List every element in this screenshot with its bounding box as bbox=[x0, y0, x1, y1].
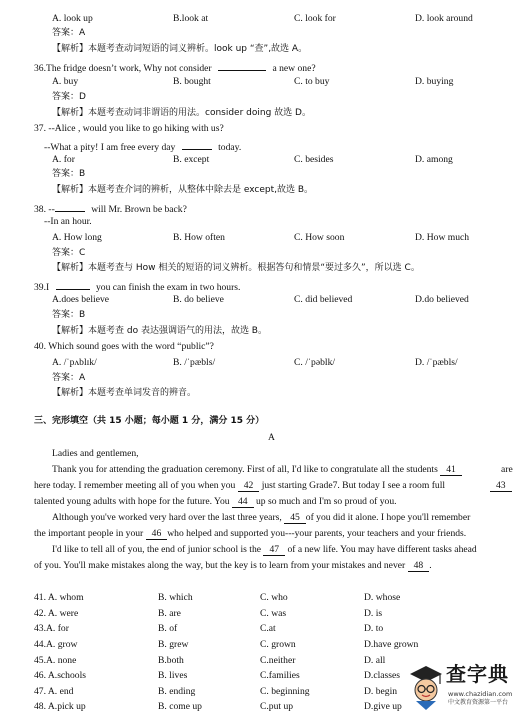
passage-text: who helped and supported you---your parents, your teachers and your friends. bbox=[167, 528, 467, 539]
option-c: C. to buy bbox=[294, 76, 330, 87]
cloze-blank-48: 48 bbox=[408, 560, 430, 572]
option-a: A. How long bbox=[52, 232, 102, 243]
option-c: C. look for bbox=[294, 13, 336, 24]
option-d: D. among bbox=[415, 154, 453, 165]
q40-answer: 答案：A bbox=[52, 373, 86, 383]
cloze-blank-42: 42 bbox=[238, 480, 260, 492]
option-b: B.look at bbox=[173, 13, 209, 24]
q36-explanation: 【解析】本题考查动词非谓语的用法。consider doing 故选 D。 bbox=[52, 108, 311, 118]
option-b: B. except bbox=[173, 154, 210, 165]
option-c: C. How soon bbox=[294, 232, 345, 243]
option-c: C.put up bbox=[260, 701, 294, 712]
option-b: B. grew bbox=[158, 639, 189, 650]
passage-text: just starting Grade7. But today I see a room full bbox=[261, 480, 446, 491]
option-c: C. who bbox=[260, 592, 288, 603]
option-d: D. to bbox=[364, 623, 384, 634]
q35-explanation: 【解析】本题考查动词短语的词义辨析。look up “查”,故选 A。 bbox=[52, 44, 308, 54]
q37-text-b: --What a pity! I am free every day bbox=[44, 142, 176, 153]
cloze-blank-45: 45 bbox=[284, 512, 306, 524]
option-d: D.have grown bbox=[364, 639, 419, 650]
option-b: B. /ˈpæbls/ bbox=[173, 357, 216, 368]
passage-line bbox=[34, 497, 397, 507]
option-b: B. which bbox=[158, 592, 193, 603]
option-b: B.both bbox=[158, 655, 184, 666]
q39-blank bbox=[56, 280, 90, 290]
q40-explanation: 【解析】本题考查单词发音的辨音。 bbox=[52, 388, 197, 398]
q36-blank bbox=[218, 61, 266, 71]
logo-text: 查字典 bbox=[446, 662, 509, 686]
option-b: B. of bbox=[158, 623, 178, 634]
logo-subtitle: 中文教育资源第一平台 bbox=[448, 699, 509, 706]
passage-line bbox=[34, 529, 466, 539]
greeting: Ladies and gentlemen, bbox=[52, 448, 139, 459]
option-c: C. did believed bbox=[294, 294, 353, 305]
q38-answer: 答案：C bbox=[52, 248, 86, 258]
cloze-blank-46: 46 bbox=[146, 528, 168, 540]
option-a: A.does believe bbox=[52, 294, 110, 305]
q37-text-c: today. bbox=[218, 142, 242, 153]
option-a: 41. A. whom bbox=[34, 592, 84, 603]
passage-text: Although you've worked very hard over the last three years, bbox=[52, 512, 282, 523]
cloze-blank-43: 43 bbox=[490, 480, 512, 492]
q36-stem bbox=[34, 61, 316, 74]
passage-line bbox=[52, 513, 470, 523]
option-d: D. look around bbox=[415, 13, 473, 24]
option-d: D. is bbox=[364, 608, 383, 619]
option-a: 45.A. none bbox=[34, 655, 77, 666]
q37-response bbox=[44, 140, 241, 153]
option-b: B. are bbox=[158, 608, 181, 619]
passage-line bbox=[34, 561, 432, 571]
q37-explanation: 【解析】本题考查介词的辨析，从整体中除去是 except,故选 B。 bbox=[52, 185, 314, 195]
q38-stem bbox=[34, 202, 187, 215]
passage-text: Thank you for attending the graduation ceremony. First of all, I'd like to congratulate all the students bbox=[52, 464, 438, 475]
option-d: D. /ˈpæbls/ bbox=[415, 357, 458, 368]
q36-text-b: a new one? bbox=[272, 63, 316, 74]
passage-text: up so much and I'm so proud of you. bbox=[255, 496, 397, 507]
passage-text: of you. You'll make mistakes along the way, but the key is to learn from your mistakes and never bbox=[34, 560, 406, 571]
option-d: D.classes bbox=[364, 670, 400, 681]
logo-url: www.chazidian.com bbox=[448, 690, 513, 698]
option-a: 43.A. for bbox=[34, 623, 69, 634]
cloze-blank-41: 41 bbox=[440, 464, 462, 476]
passage-line bbox=[34, 481, 445, 491]
option-a: A. for bbox=[52, 154, 75, 165]
passage-text: of you did it alone. I hope you'll remember bbox=[305, 512, 471, 523]
chazidian-logo bbox=[406, 662, 524, 712]
option-b: B. lives bbox=[158, 670, 188, 681]
q38-response: --In an hour. bbox=[44, 216, 92, 227]
option-c: C. beginning bbox=[260, 686, 310, 697]
cloze-blank-44: 44 bbox=[232, 496, 254, 508]
option-c: C.families bbox=[260, 670, 300, 681]
q39-stem bbox=[34, 280, 240, 293]
q39-answer: 答案：B bbox=[52, 310, 86, 320]
option-a: A. look up bbox=[52, 13, 93, 24]
option-c: C.at bbox=[260, 623, 276, 634]
mascot-icon bbox=[406, 662, 446, 712]
option-d: D.give up bbox=[364, 701, 402, 712]
passage-line bbox=[52, 465, 462, 475]
option-a: 44.A. grow bbox=[34, 639, 78, 650]
q35-answer: 答案：A bbox=[52, 28, 86, 38]
option-b: B. do believe bbox=[173, 294, 224, 305]
option-c: C. besides bbox=[294, 154, 334, 165]
section-title: 三、完形填空（共 15 小题；每小题 1 分，满分 15 分） bbox=[34, 416, 265, 426]
q39-explanation: 【解析】本题考查 do 表达强调语气的用法，故选 B。 bbox=[52, 326, 267, 336]
option-d: D. buying bbox=[415, 76, 454, 87]
option-a: 46. A.schools bbox=[34, 670, 86, 681]
option-b: B. How often bbox=[173, 232, 225, 243]
q40-stem: 40. Which sound goes with the word “public”? bbox=[34, 341, 214, 352]
option-d: D. whose bbox=[364, 592, 401, 603]
q36-text-a: 36.The fridge doesn’t work, Why not consider bbox=[34, 63, 212, 74]
q39-text-a: 39.I bbox=[34, 282, 50, 293]
option-c: C. grown bbox=[260, 639, 296, 650]
passage-text: . bbox=[429, 560, 432, 571]
option-d: D. How much bbox=[415, 232, 470, 243]
passage-text: here today. I remember meeting all of you when you bbox=[34, 480, 236, 491]
passage-text: talented young adults with hope for the future. You bbox=[34, 496, 230, 507]
passage-line bbox=[490, 481, 512, 491]
option-a: A. /ˈpʌblɪk/ bbox=[52, 357, 97, 368]
passage-text: the important people in your bbox=[34, 528, 144, 539]
option-c: C. was bbox=[260, 608, 287, 619]
passage-text: of a new life. You may have different tasks ahead bbox=[287, 544, 477, 555]
option-b: B. come up bbox=[158, 701, 202, 712]
option-a: 47. A. end bbox=[34, 686, 74, 697]
passage-line bbox=[52, 545, 477, 555]
option-d: D.do believed bbox=[415, 294, 469, 305]
cloze-blank-47: 47 bbox=[263, 544, 285, 556]
q38-text-b: will Mr. Brown be back? bbox=[91, 204, 187, 215]
q37-blank bbox=[182, 140, 212, 150]
q37-stem: 37. --Alice , would you like to go hiking with us? bbox=[34, 123, 224, 134]
option-b: B. ending bbox=[158, 686, 196, 697]
q37-answer: 答案：B bbox=[52, 169, 86, 179]
option-d: D. all bbox=[364, 655, 386, 666]
option-d: D. begin bbox=[364, 686, 398, 697]
q38-text-a: 38. -- bbox=[34, 204, 55, 215]
option-c: C.neither bbox=[260, 655, 296, 666]
q38-explanation: 【解析】本题考查与 How 相关的短语的词义辨析。根据答句和情景“要过多久”，所以选 C。 bbox=[52, 263, 420, 273]
passage-text: I'd like to tell all of you, the end of junior school is the bbox=[52, 544, 262, 555]
passage-letter: A bbox=[268, 432, 275, 443]
option-a: A. buy bbox=[52, 76, 79, 87]
q36-answer: 答案：D bbox=[52, 92, 86, 102]
q38-blank bbox=[55, 202, 85, 212]
passage-text: are bbox=[501, 464, 513, 475]
option-b: B. bought bbox=[173, 76, 211, 87]
option-a: 48. A.pick up bbox=[34, 701, 86, 712]
option-a: 42. A. were bbox=[34, 608, 79, 619]
q39-text-b: you can finish the exam in two hours. bbox=[96, 282, 241, 293]
option-c: C. /ˈpəblk/ bbox=[294, 357, 336, 368]
